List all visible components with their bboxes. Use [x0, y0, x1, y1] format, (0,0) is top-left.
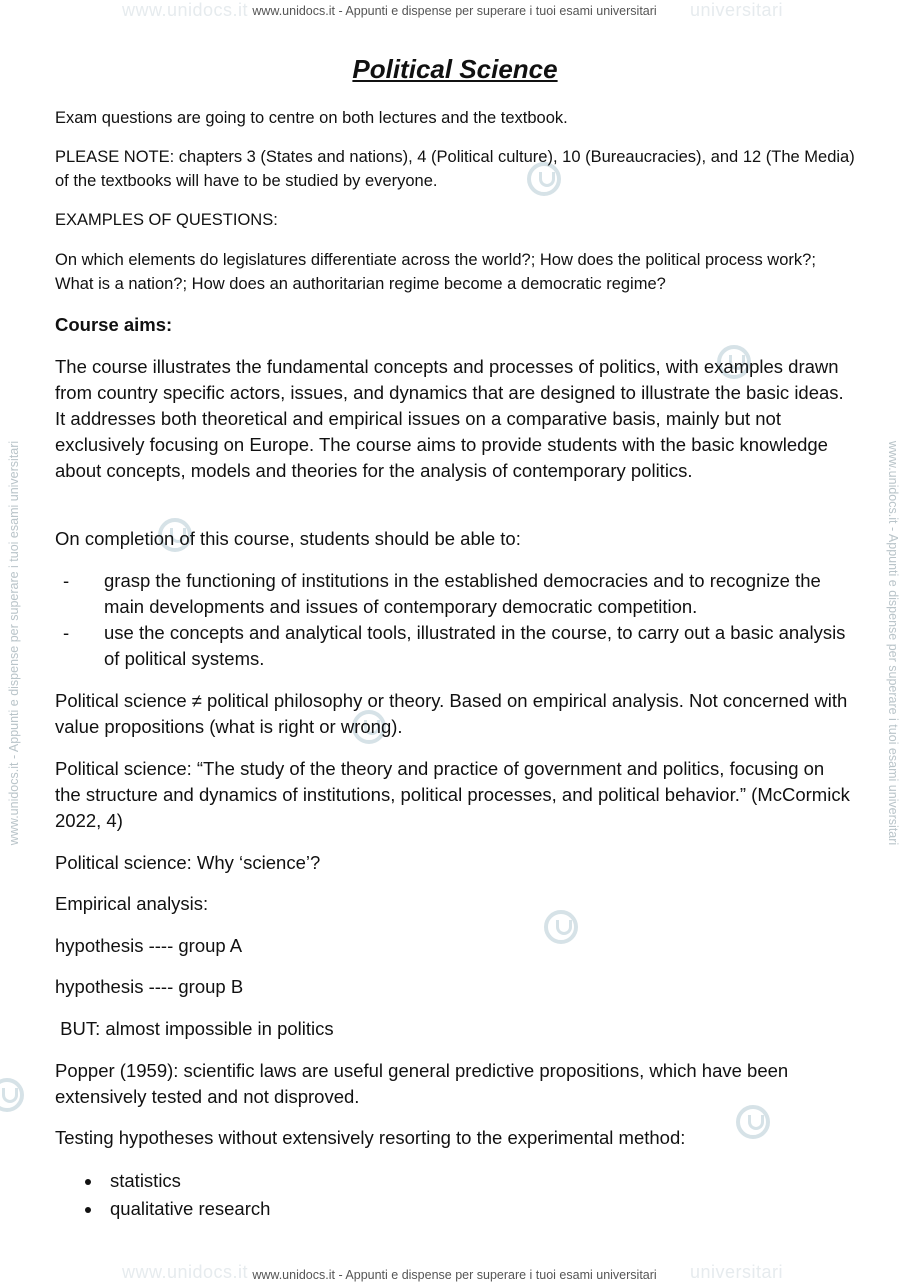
please-note: PLEASE NOTE: chapters 3 (States and nations), 4 (Political culture), 10 (Bureaucracies), and 12 (The Media) of the textbooks will have to be studied by everyone. — [55, 148, 855, 190]
watermark-logo-icon — [0, 1078, 24, 1112]
watermark-side-right: www.unidocs.it - Appunti e dispense per superare i tuoi esami universitari — [886, 440, 900, 846]
page-title: Political Science — [352, 54, 558, 84]
exam-note: Exam questions are going to centre on both lectures and the textbook. — [55, 109, 568, 127]
list-item: statistics — [55, 1167, 855, 1195]
examples-heading: EXAMPLES OF QUESTIONS: — [55, 211, 278, 229]
completion-intro: On completion of this course, students should be able to: — [55, 528, 521, 549]
examples-questions: On which elements do legislatures differentiate across the world?; How does the political process work?; What is a nation?; How does an authoritarian regime become a democratic regime? — [55, 251, 816, 293]
watermark-ghost-bottom-right: universitari — [690, 1262, 784, 1282]
watermark-ghost-top: www.unidocs.it — [122, 0, 249, 20]
list-item: qualitative research — [55, 1195, 855, 1223]
list-item: - use the concepts and analytical tools, illustrated in the course, to carry out a basic analysis of political systems. — [55, 620, 855, 672]
watermark-ghost-top-right: universitari — [690, 0, 784, 20]
watermark-header[interactable]: www.unidocs.it - Appunti e dispense per superare i tuoi esami universitari — [252, 4, 657, 18]
methods-list — [55, 1167, 855, 1223]
ps-definition: Political science: “The study of the theory and practice of government and politics, focusing on the structure and dynamics of institutions, political processes, and political behavior.” (McCormick 2022, 4) — [55, 758, 850, 831]
empirical-analysis: Empirical analysis: — [55, 893, 209, 914]
ps-not-philosophy: Political science ≠ political philosophy or theory. Based on empirical analysis. Not concerned with value propositions (what is right or wrong). — [55, 690, 848, 737]
testing-intro: Testing hypotheses without extensively resorting to the experimental method: — [55, 1127, 686, 1148]
why-science: Political science: Why ‘science’? — [55, 852, 321, 873]
list-item: - grasp the functioning of institutions in the established democracies and to recognize the main developments and issues of contemporary democratic competition. — [55, 568, 855, 620]
course-description: The course illustrates the fundamental concepts and processes of politics, with examples drawn from country specific actors, issues, and dynamics that are designed to illustrate the basic ideas. It addresses both theoretical and empirical issues on a comparative basis, mainly but not exclusively focusing on Europe. The course aims to provide students with the basic knowledge about concepts, models and theories for the analysis of contemporary politics. — [55, 356, 844, 481]
but-impossible: BUT: almost impossible in politics — [55, 1018, 334, 1039]
watermark-footer[interactable]: www.unidocs.it - Appunti e dispense per superare i tuoi esami universitari — [252, 1268, 657, 1282]
hypothesis-b: hypothesis ---- group B — [55, 976, 244, 997]
watermark-side-left: www.unidocs.it - Appunti e dispense per superare i tuoi esami universitari — [7, 440, 21, 846]
popper-quote: Popper (1959): scientific laws are useful general predictive propositions, which have been extensively tested and not disproved. — [55, 1060, 789, 1107]
watermark-ghost-bottom: www.unidocs.it — [122, 1262, 249, 1282]
objectives-list — [55, 568, 855, 672]
hypothesis-a: hypothesis ---- group A — [55, 935, 243, 956]
course-aims-heading: Course aims: — [55, 314, 173, 335]
